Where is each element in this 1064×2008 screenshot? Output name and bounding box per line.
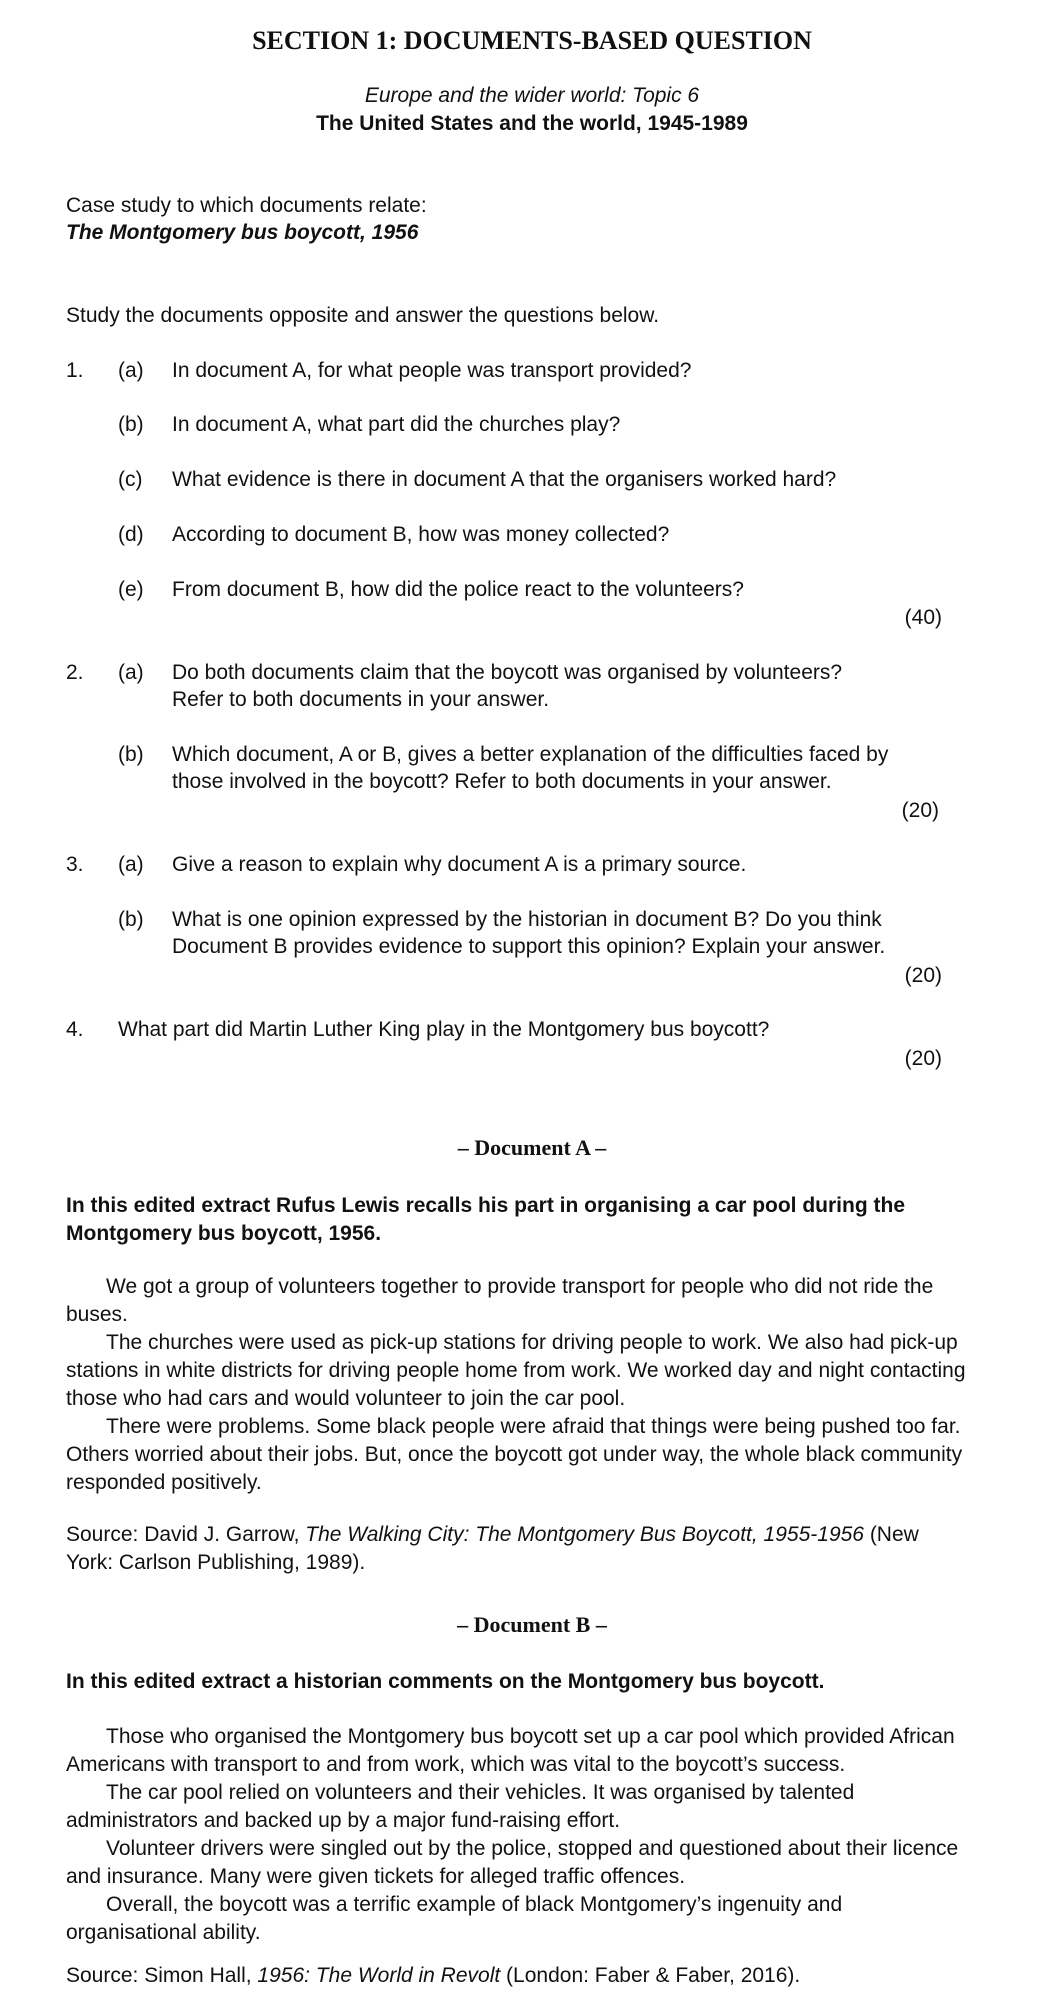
case-study-title: The Montgomery bus boycott, 1956 <box>66 221 419 244</box>
document-a-heading: – Document A – <box>457 1135 607 1160</box>
document-b-heading: – Document B – <box>457 1612 607 1637</box>
source-prefix: Source: David J. Garrow, <box>66 1523 306 1546</box>
topic-line: Europe and the wider world: Topic 6 <box>364 84 700 107</box>
source-suffix: (New York: Carlson Publishing, 1989). <box>66 1523 919 1574</box>
document-a-paragraph: There were problems. Some black people were afraid that things were being pushed too far. Others worried about their jobs. But, once the boycott got under way, the whole black community responded positively. <box>66 1415 963 1494</box>
document-b-body <box>66 1723 966 1947</box>
document-b-paragraph: The car pool relied on volunteers and their vehicles. It was organised by talented administrators and backed up by a major fund-raising effort. <box>66 1781 855 1832</box>
question-number: 2. <box>66 661 84 684</box>
document-b-paragraph: Those who organised the Montgomery bus boycott set up a car pool which provided African Americans with transport to and from work, which was vital to the boycott’s success. <box>66 1725 955 1776</box>
question-letter: (e) <box>118 578 144 601</box>
question-letter: (b) <box>118 908 144 931</box>
question-letter: (a) <box>118 661 144 684</box>
marks-value: (20) <box>904 964 942 987</box>
document-b-paragraph: Volunteer drivers were singled out by the police, stopped and questioned about their licence and insurance. Many were given tickets for alleged traffic offences. <box>66 1837 959 1888</box>
question-text: What part did Martin Luther King play in the Montgomery bus boycott? <box>118 1018 770 1041</box>
question-text: Which document, A or B, gives a better explanation of the difficulties faced by <box>172 743 889 766</box>
question-number: 3. <box>66 853 84 876</box>
document-a-paragraph: We got a group of volunteers together to provide transport for people who did not ride the buses. <box>66 1275 934 1326</box>
subtitle: The United States and the world, 1945-1989 <box>316 112 748 135</box>
question-text: those involved in the boycott? Refer to both documents in your answer. <box>172 770 832 793</box>
marks-value: (40) <box>904 606 942 629</box>
document-a-source <box>66 1521 966 1577</box>
question-letter: (a) <box>118 853 144 876</box>
instructions: Study the documents opposite and answer the questions below. <box>66 304 660 327</box>
source-suffix: (London: Faber & Faber, 2016). <box>500 1964 801 1987</box>
source-title: The Walking City: The Montgomery Bus Boycott, 1955-1956 <box>305 1523 864 1546</box>
document-b-source <box>66 1962 966 1990</box>
question-text: From document B, how did the police react to the volunteers? <box>172 578 744 601</box>
source-title: 1956: The World in Revolt <box>257 1964 501 1987</box>
question-text: Give a reason to explain why document A is a primary source. <box>172 853 747 876</box>
question-text: In document A, for what people was transport provided? <box>172 359 692 382</box>
question-letter: (c) <box>118 468 143 491</box>
question-text: What evidence is there in document A that the organisers worked hard? <box>172 468 837 491</box>
question-number: 1. <box>66 359 84 382</box>
document-a-intro: In this edited extract Rufus Lewis recalls his part in organising a car pool during the Montgomery bus boycott, 1956. <box>66 1194 905 1245</box>
source-prefix: Source: Simon Hall, <box>66 1964 258 1987</box>
question-letter: (b) <box>118 413 144 436</box>
question-text: What is one opinion expressed by the historian in document B? Do you think <box>172 908 882 931</box>
question-text: According to document B, how was money collected? <box>172 523 670 546</box>
section-title: SECTION 1: DOCUMENTS-BASED QUESTION <box>252 26 812 55</box>
question-letter: (b) <box>118 743 144 766</box>
question-letter: (a) <box>118 359 144 382</box>
document-b-paragraph: Overall, the boycott was a terrific example of black Montgomery’s ingenuity and organisational ability. <box>66 1893 843 1944</box>
marks-value: (20) <box>901 799 939 822</box>
question-letter: (d) <box>118 523 144 546</box>
document-a-body <box>66 1273 966 1497</box>
question-text: Document B provides evidence to support this opinion? Explain your answer. <box>172 935 886 958</box>
marks-value: (20) <box>904 1047 942 1070</box>
question-number: 4. <box>66 1018 84 1041</box>
question-text: Do both documents claim that the boycott was organised by volunteers? <box>172 661 843 684</box>
document-b-intro: In this edited extract a historian comments on the Montgomery bus boycott. <box>66 1670 825 1693</box>
question-text: In document A, what part did the churches play? <box>172 413 621 436</box>
question-text: Refer to both documents in your answer. <box>172 688 550 711</box>
document-a-paragraph: The churches were used as pick-up stations for driving people to work. We also had pick-up stations in white districts for driving people home from work. We worked day and night contacting those who had cars and would volunteer to join the car pool. <box>66 1331 966 1410</box>
case-study-label: Case study to which documents relate: <box>66 194 427 217</box>
